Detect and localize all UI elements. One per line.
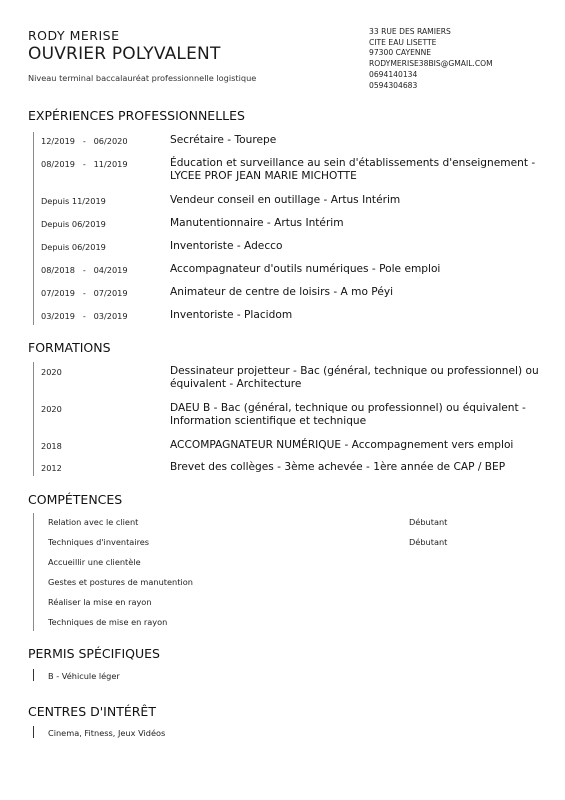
experience-desc: Secrétaire - Tourepe (170, 134, 277, 146)
contact-email[interactable]: RODYMERISE38BIS@GMAIL.COM (369, 59, 493, 69)
formation-date: 2012 (41, 463, 62, 473)
skill-name: Techniques de mise en rayon (48, 617, 168, 627)
formations-timeline (33, 362, 34, 476)
contact-area: CITE EAU LISETTE (369, 37, 437, 47)
formations-title: FORMATIONS (28, 340, 111, 355)
contact-phone-2[interactable]: 0594304683 (369, 80, 418, 90)
skill-name: Réaliser la mise en rayon (48, 597, 152, 607)
experience-date: 03/2019 - 03/2019 (41, 311, 128, 321)
interets-item: Cinema, Fitness, Jeux Vidéos (48, 728, 166, 738)
permis-item: B - Véhicule léger (48, 671, 120, 681)
skill-name: Gestes et postures de manutention (48, 577, 193, 587)
experience-desc: Accompagnateur d'outils numériques - Pole emploi (170, 263, 441, 275)
formation-desc: ACCOMPAGNATEUR NUMÉRIQUE - Accompagnement vers emploi (170, 439, 514, 451)
experience-date: Depuis 06/2019 (41, 219, 106, 229)
experience-date: 08/2018 - 04/2019 (41, 265, 128, 275)
formation-date: 2020 (41, 367, 62, 377)
formation-desc: Brevet des collèges - 3ème achevée - 1ère année de CAP / BEP (170, 461, 506, 473)
job-title: OUVRIER POLYVALENT (28, 44, 221, 64)
interets-bar (33, 726, 34, 738)
interets-title: CENTRES D'INTÉRÊT (28, 704, 156, 719)
skill-level: Débutant (409, 537, 448, 547)
formation-date: 2020 (41, 404, 62, 414)
experience-desc: Éducation et surveillance au sein d'établissements d'enseignement - LYCEE PROF JEAN MARIE MICHOTTE (170, 157, 536, 182)
formation-date: 2018 (41, 441, 62, 451)
skill-level: Débutant (409, 517, 448, 527)
skill-name: Techniques d'inventaires (48, 537, 150, 547)
formation-desc: Dessinateur projetteur - Bac (général, technique ou professionnel) ou équivalent - Architecture (170, 365, 539, 390)
experience-desc: Manutentionnaire - Artus Intérim (170, 217, 344, 229)
experience-desc: Animateur de centre de loisirs - A mo Péyi (170, 286, 394, 298)
contact-block (369, 27, 493, 91)
experience-desc: Inventoriste - Adecco (170, 240, 283, 252)
experience-date: 07/2019 - 07/2019 (41, 288, 128, 298)
experience-date: Depuis 06/2019 (41, 242, 106, 252)
skill-name: Accueillir une clientèle (48, 557, 141, 567)
experience-desc: Vendeur conseil en outillage - Artus Intérim (170, 194, 401, 206)
candidate-name: RODY MERISE (28, 28, 120, 43)
permis-title: PERMIS SPÉCIFIQUES (28, 646, 160, 661)
experience-date: 12/2019 - 06/2020 (41, 136, 128, 146)
formation-desc: DAEU B - Bac (général, technique ou professionnel) ou équivalent - Information scientifique et technique (170, 402, 526, 427)
experience-desc: Inventoriste - Placidom (170, 309, 293, 321)
competences-title: COMPÉTENCES (28, 492, 123, 507)
permis-bar (33, 669, 34, 681)
contact-city: 97300 CAYENNE (369, 48, 432, 58)
skill-name: Relation avec le client (48, 517, 139, 527)
experience-date: Depuis 11/2019 (41, 196, 106, 206)
experiences-timeline (33, 132, 34, 325)
education-level: Niveau terminal baccalauréat professionnelle logistique (28, 73, 257, 83)
competences-timeline (33, 513, 34, 631)
contact-street: 33 RUE DES RAMIERS (369, 27, 451, 36)
experience-date: 08/2019 - 11/2019 (41, 159, 128, 169)
experiences-title: EXPÉRIENCES PROFESSIONNELLES (28, 108, 245, 123)
contact-phone-1[interactable]: 0694140134 (369, 69, 418, 79)
